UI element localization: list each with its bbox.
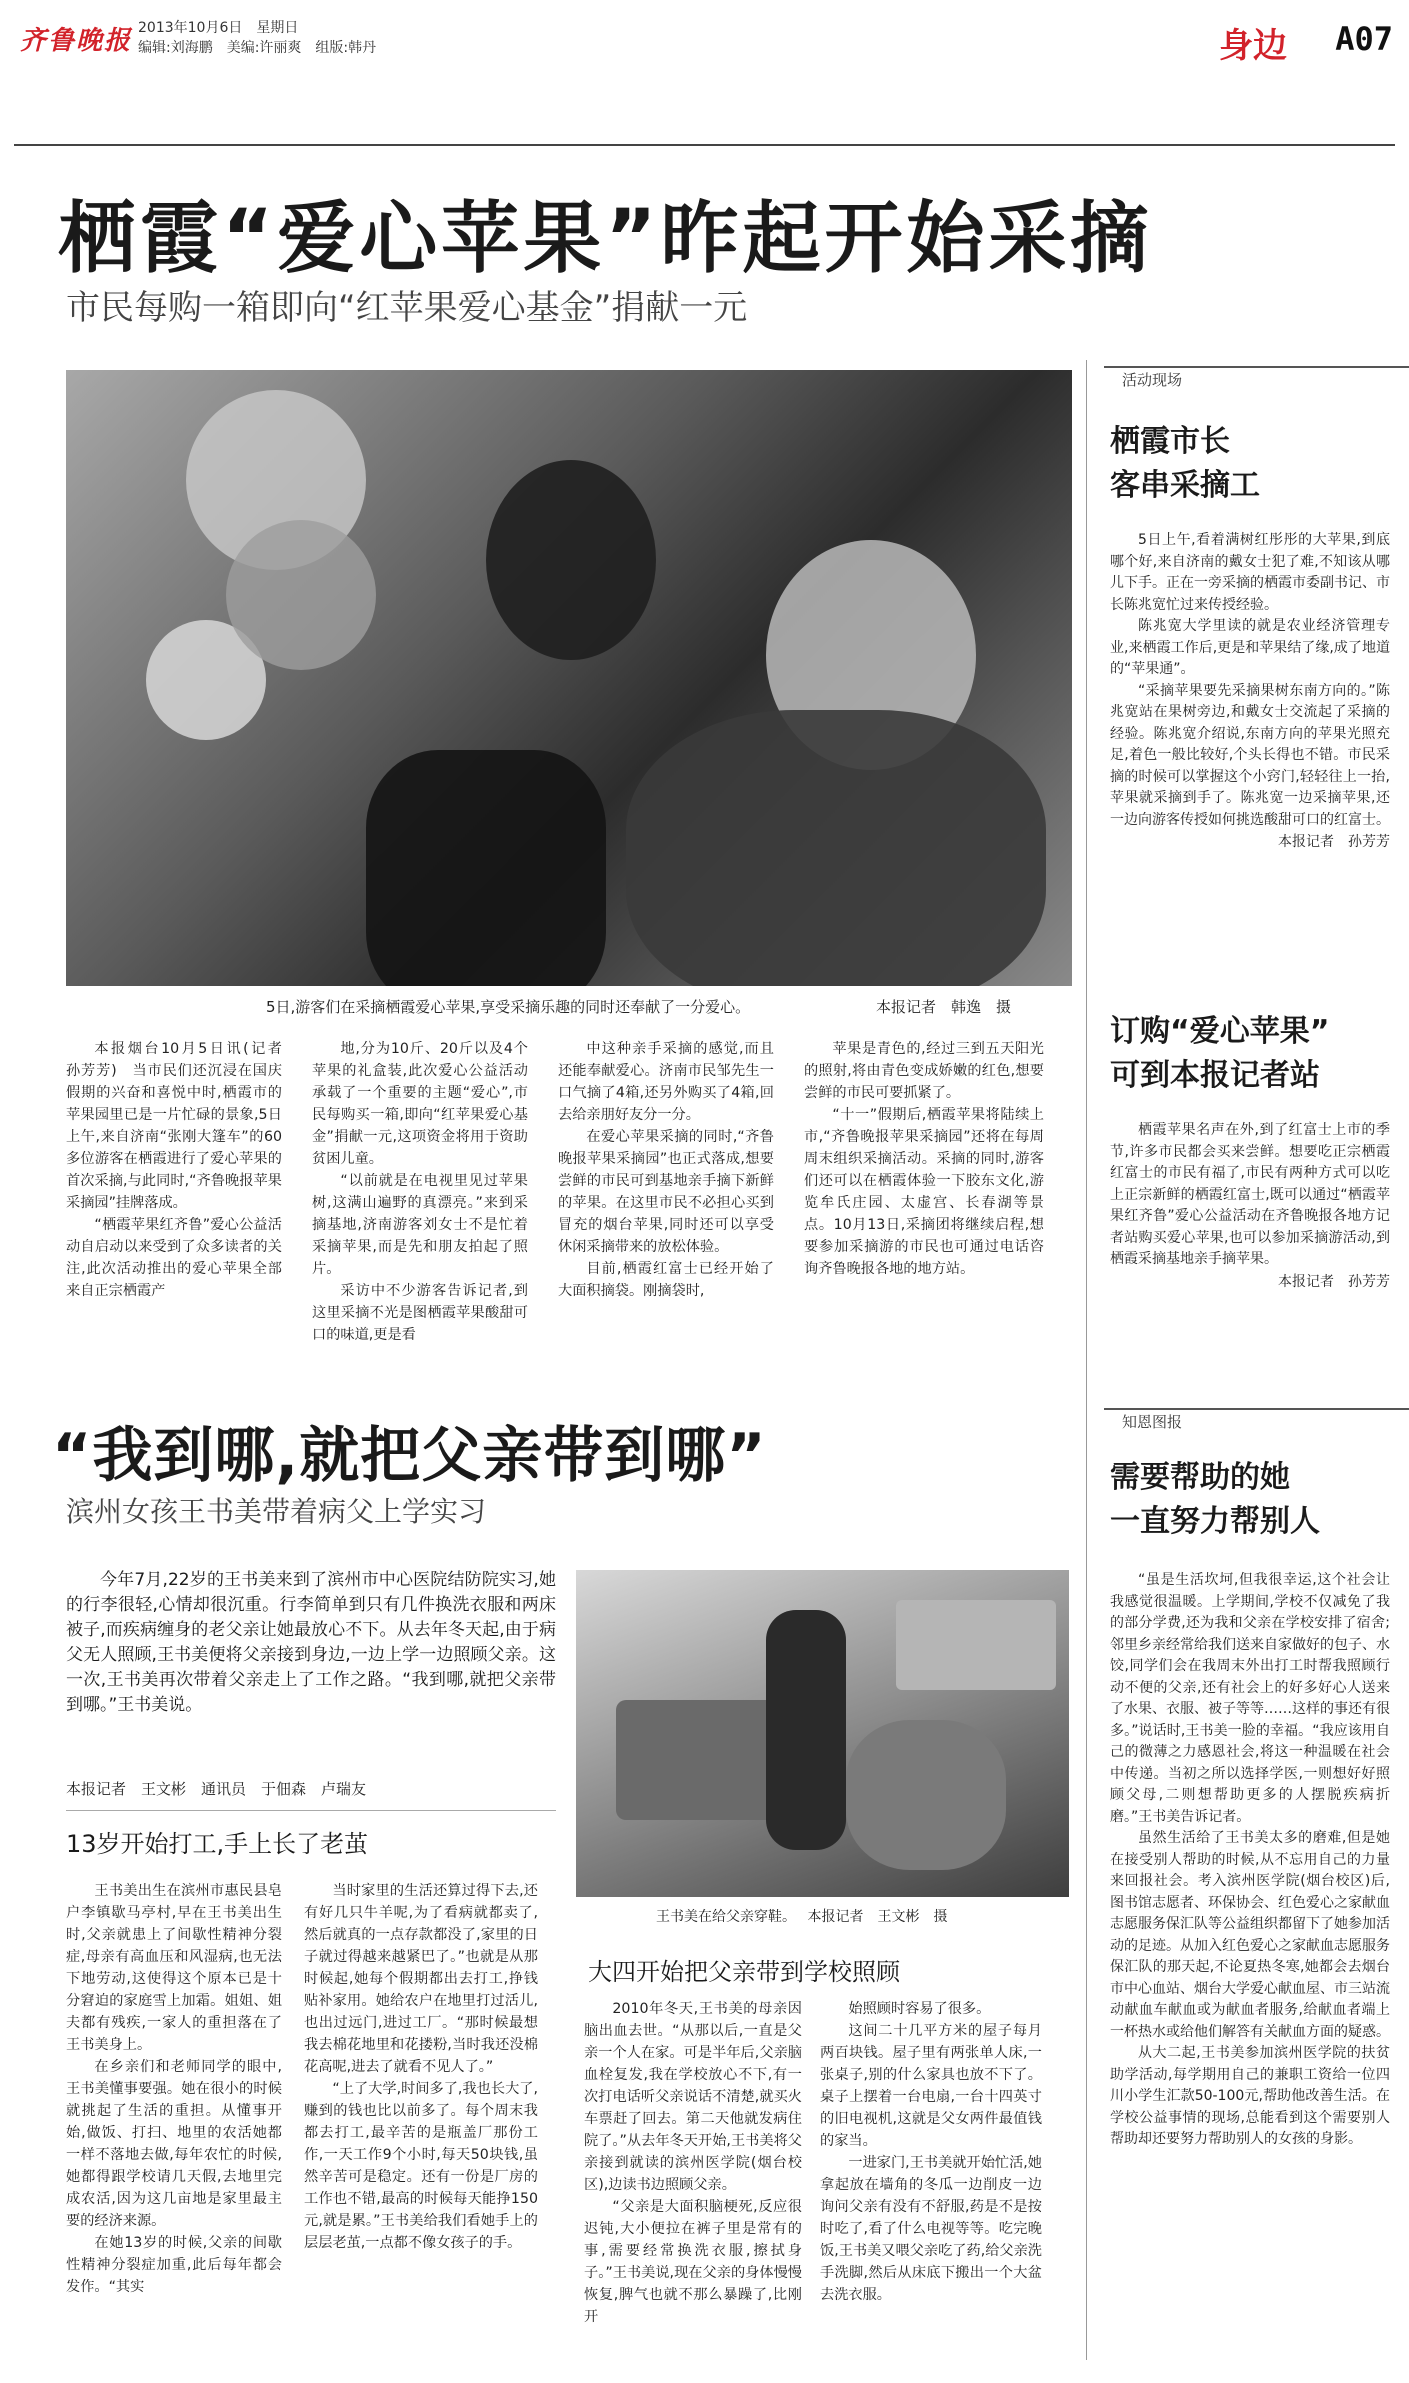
column-divider (1086, 360, 1087, 2360)
sidebar3-tag: 知恩图报 (1104, 1408, 1409, 1434)
paragraph: 在乡亲们和老师同学的眼中,王书美懂事要强。她在很小的时候就挑起了生活的重担。从懂事开始,做饭、打扫、地里的农活她都一样不落地去做,每年农忙的时候,她都得跟学校请几天假,去地里完成农活,因为这几亩地是家里最主要的经济来源。 (66, 2059, 282, 2229)
sidebar2-credit: 本报记者 孙芳芳 (1278, 1273, 1390, 1290)
sidebar3-body (1110, 1570, 1390, 2151)
story1-column-4 (804, 1038, 1044, 1280)
sidebar2-body: 栖霞苹果名声在外,到了红富士上市的季节,许多市民都会买来尝鲜。想要吃正宗栖霞红富士的市民有福了,市民有两种方式可以吃上正宗新鲜的栖霞红富士,既可以通过“栖霞苹果红齐鲁”爱心公益活动在齐鲁晚报各地方记者站购买爱心苹果,也可以参加采摘游活动,到栖霞采摘基地亲手摘苹果。 (1110, 1122, 1390, 1267)
paragraph: 目前,栖霞红富士已经开始了大面积摘袋。刚摘袋时, (558, 1261, 774, 1299)
story2-subhead-2: 大四开始把父亲带到学校照顾 (588, 1958, 900, 1986)
sidebar1-tag: 活动现场 (1104, 366, 1409, 392)
paragraph: 虽然生活给了王书美太多的磨难,但是她在接受别人帮助的时候,从不忘用自己的力量来回报社会。考入滨州医学院(烟台校区)后,图书馆志愿者、环保协会、红色爱心之家献血志愿服务保汇队等公益组织都留下了她参加活动的足迹。从加入红色爱心之家献血志愿服务保汇队的那天起,不论夏热冬寒,她都会去烟台市中心血站、烟台大学爱心献血屋、市三站流动献血车献血或为献血者服务,给献血者端上一杯热水或给他们解答有关献血方面的疑惑。 (1110, 1830, 1390, 2040)
story1-column-1 (66, 1038, 297, 1302)
story1-column-3 (558, 1038, 774, 1302)
sidebar1-headline-line1: 栖霞市长 (1110, 424, 1230, 459)
paragraph: “以前就是在电视里见过苹果树,这满山遍野的真漂亮。”来到采摘基地,济南游客刘女士不是忙着采摘苹果,而是先和朋友拍起了照片。 (312, 1173, 528, 1277)
story2-photo-caption-wrap (656, 1906, 947, 1926)
sidebar1 (1110, 420, 1390, 851)
story2-column-b (304, 1880, 538, 2254)
paragraph: 从大二起,王书美参加滨州医学院的扶贫助学活动,每学期用自己的兼职工资给一位四川小学生汇款50-100元,帮助他改善生活。在学校公益事情的现场,总能看到这个需要别人帮助却还要努力帮助别人的女孩的身影。 (1110, 2045, 1390, 2147)
paragraph: “十一”假期后,栖霞苹果将陆续上市,“齐鲁晚报苹果采摘园”还将在每周周末组织采摘活动。采摘的同时,游客们还可以在栖霞体验一下胶东文化,游览牟氏庄园、太虚宫、长春湖等景点。10月13日,采摘团将继续启程,想要参加采摘游的市民也可通过电话咨询齐鲁晚报各地的地方站。 (804, 1107, 1044, 1277)
sidebar1-body (1110, 530, 1390, 831)
sidebar2-headline-line1: 订购“爱心苹果” (1110, 1014, 1330, 1049)
paragraph: 采访中不少游客告诉记者,到这里采摘不光是图栖霞苹果酸甜可口的味道,更是看 (312, 1283, 528, 1343)
story2-photo-credit: 本报记者 王文彬 摄 (807, 1909, 948, 1925)
editor-credits: 编辑:刘海鹏 美编:许丽爽 组版:韩丹 (138, 40, 377, 56)
paragraph: 一进家门,王书美就开始忙活,她拿起放在墙角的冬瓜一边削皮一边询问父亲有没有不舒服,药是不是按时吃了,看了什么电视等等。吃完晚饭,王书美又喂父亲吃了药,给父亲洗手洗脚,然后从床底下搬出一个大盆去洗衣服。 (820, 2155, 1042, 2303)
divider (66, 1810, 556, 1811)
story2-photo-caption: 王书美在给父亲穿鞋。 (656, 1909, 789, 1925)
paragraph: 苹果是青色的,经过三到五天阳光的照射,将由青色变成娇嫩的红色,想要尝鲜的市民可要抓紧了。 (804, 1041, 1044, 1101)
paragraph: 在她13岁的时候,父亲的间歇性精神分裂症加重,此后每年都会发作。“其实 (66, 2235, 282, 2295)
sidebar3-headline-line1: 需要帮助的她 (1110, 1460, 1290, 1495)
paragraph: “父亲是大面积脑梗死,反应很迟钝,大小便拉在裤子里是常有的事,需要经常换洗衣服,擦拭身子。”王书美说,现在父亲的身体慢慢恢复,脾气也就不那么暴躁了,比刚开 (584, 2199, 802, 2325)
story2-subheadline: 滨州女孩王书美带着病父上学实习 (66, 1495, 487, 1528)
story2-column-c (584, 1998, 802, 2328)
paragraph: 中这种亲手采摘的感觉,而且还能奉献爱心。济南市民邹先生一口气摘了4箱,还另外购买了4箱,回去给亲朋好友分一分。 (558, 1041, 774, 1123)
paragraph: 2010年冬天,王书美的母亲因脑出血去世。“从那以后,一直是父亲一个人在家。可是半年后,父亲脑血栓复发,我在学校放心不下,有一次打电话听父亲说话不清楚,就买火车票赶了回去。第二天他就发病住院了。”从去年冬天开始,王书美将父亲接到就读的滨州医学院(烟台校区),边读书边照顾父亲。 (584, 2001, 802, 2193)
paragraph: 本报烟台10月5日讯(记者 孙芳芳) 当市民们还沉浸在国庆假期的兴奋和喜悦中时,栖霞市的苹果园里已是一片忙碌的景象,5日上午,来自济南“张刚大篷车”的60多位游客在栖霞进行了爱心苹果的首次采摘,与此同时,“齐鲁晚报苹果采摘园”挂牌落成。 (66, 1041, 297, 1211)
paragraph: “虽是生活坎坷,但我很幸运,这个社会让我感觉很温暖。上学期间,学校不仅减免了我的部分学费,还为我和父亲在学校安排了宿舍;邻里乡亲经常给我们送来自家做好的包子、水饺,同学们会在我周末外出打工时帮我照顾行动不便的父亲,还有社会上的好多好心人送来了水果、衣服、被子等等……这样的事还有很多。”说话时,王书美一脸的幸福。“我应该用自己的微薄之力感恩社会,将这一种温暖在社会中传递。当初之所以选择学医,一则想好好照顾父母,二则想帮助更多的人摆脱疾病折磨。”王书美告诉记者。 (1110, 1572, 1390, 1825)
top-rule (14, 144, 1395, 146)
issue-date: 2013年10月6日 星期日 (138, 20, 299, 36)
story1-photo (66, 370, 1072, 986)
story2-column-d (820, 1998, 1042, 2306)
sidebar2-headline-line2: 可到本报记者站 (1110, 1058, 1320, 1093)
story2-headline: “我到哪,就把父亲带到哪” (52, 1421, 767, 1491)
story1-headline: 栖霞“爱心苹果”昨起开始采摘 (58, 194, 1153, 284)
story2-photo (576, 1570, 1069, 1897)
page-number: A07 (1335, 20, 1393, 58)
sidebar3-headline-line2: 一直努力帮别人 (1110, 1504, 1320, 1539)
story2-lead: 今年7月,22岁的王书美来到了滨州市中心医院结防院实习,她的行李很轻,心情却很沉重。行李简单到只有几件换洗衣服和两床被子,而疾病缠身的老父亲让她最放心不下。从去年冬天起,由于病父无人照顾,王书美便将父亲接到身边,一边上学一边照顾父亲。这一次,王书美再次带着父亲走上了工作之路。“我到哪,就把父亲带到哪。”王书美说。 (66, 1570, 556, 1715)
paragraph: “上了大学,时间多了,我也长大了,赚到的钱也比以前多了。每个周末我都去打工,最辛苦的是瓶盖厂那份工作,一天工作9个小时,每天50块钱,虽然辛苦可是稳定。还有一份是厂房的工作也不错,最高的时候每天能挣150元,就是累。”王书美给我们看她手上的层层老茧,一点都不像女孩子的手。 (304, 2081, 538, 2251)
paragraph: 始照顾时容易了很多。 (848, 2001, 991, 2017)
masthead-meta (138, 18, 376, 58)
paragraph: 在爱心苹果采摘的同时,“齐鲁晚报苹果采摘园”也正式落成,想要尝鲜的市民可到基地亲手摘下新鲜的苹果。在这里市民不必担心买到冒充的烟台苹果,同时还可以享受休闲采摘带来的放松体验。 (558, 1129, 774, 1255)
sidebar1-headline-line2: 客串采摘工 (1110, 468, 1260, 503)
sidebar3 (1110, 1456, 1390, 2151)
story1-subheadline: 市民每购一箱即向“红苹果爱心基金”捐献一元 (66, 288, 748, 328)
paragraph: “采摘苹果要先采摘果树东南方向的。”陈兆宽站在果树旁边,和戴女士交流起了采摘的经验。陈兆宽介绍说,东南方向的苹果光照充足,着色一般比较好,个头长得也不错。市民采摘的时候可以掌握这个小窍门,轻轻往上一抬,苹果就采摘到手了。陈兆宽一边采摘苹果,还一边向游客传授如何挑选酸甜可口的红富士。 (1110, 682, 1390, 828)
sidebar1-credit: 本报记者 孙芳芳 (1278, 834, 1390, 850)
paragraph: 这间二十几平方米的屋子每月两百块钱。屋子里有两张单人床,一张桌子,别的什么家具也放不下了。桌子上摆着一台电扇,一台十四英寸的旧电视机,这就是父女两件最值钱的家当。 (820, 2023, 1042, 2149)
paragraph: 王书美出生在滨州市惠民县皂户李镇歇马亭村,早在王书美出生时,父亲就患上了间歇性精神分裂症,母亲有高血压和风湿病,也无法下地劳动,这使得这个原本已是十分窘迫的家庭雪上加霜。姐姐、姐夫都有残疾,一家人的重担落在了王书美身上。 (66, 1883, 282, 2053)
paragraph: 5日上午,看着满树红彤彤的大苹果,到底哪个好,来自济南的戴女士犯了难,不知该从哪儿下手。正在一旁采摘的栖霞市委副书记、市长陈兆宽忙过来传授经验。 (1110, 532, 1390, 613)
paragraph: 地,分为10斤、20斤以及4个苹果的礼盒装,此次爱心公益活动承载了一个重要的主题“爱心”,市民每购买一箱,即向“红苹果爱心基金”捐献一元,这项资金将用于资助贫困儿童。 (312, 1041, 528, 1167)
story1-column-2 (312, 1038, 528, 1346)
paragraph: 当时家里的生活还算过得下去,还有好几只牛羊呢,为了看病就都卖了,然后就真的一点存款都没了,家里的日子就过得越来越紧巴了。”也就是从那时候起,她每个假期都出去打工,挣钱贴补家用。她给农户在地里打过活儿,也出过远门,进过工厂。“那时候最想我去棉花地里和花搂粉,当时我还没棉花高呢,进去了就看不见人了。” (304, 1883, 538, 2075)
paragraph: “栖霞苹果红齐鲁”爱心公益活动自启动以来受到了众多读者的关注,此次活动推出的爱心苹果全部来自正宗栖霞产 (66, 1217, 282, 1299)
story2-column-a (66, 1880, 282, 2298)
sidebar2 (1110, 1010, 1390, 1291)
story2-subhead-1: 13岁开始打工,手上长了老茧 (66, 1830, 369, 1858)
newspaper-logo: 齐鲁晚报 (20, 26, 133, 56)
paragraph: 陈兆宽大学里读的就是农业经济管理专业,来栖霞工作后,更是和苹果结了缘,成了地道的“苹果通”。 (1110, 618, 1390, 677)
story1-photo-caption: 5日,游客们在采摘栖霞爱心苹果,享受采摘乐趣的同时还奉献了一分爱心。 (266, 998, 751, 1016)
section-name: 身边 (1219, 26, 1287, 66)
story1-photo-credit: 本报记者 韩逸 摄 (876, 998, 1012, 1016)
story2-byline: 本报记者 王文彬 通讯员 于佃森 卢瑞友 (66, 1780, 367, 1798)
